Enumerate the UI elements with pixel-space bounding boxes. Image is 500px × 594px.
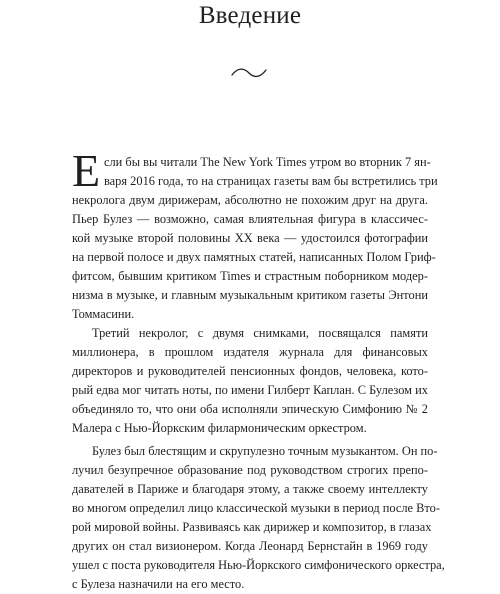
text-line: миллионера, в прошлом издателя журнала для финансовых (72, 345, 428, 359)
text-line: на первой полосе и двух памятных статей, написанных Полом Гриф- (72, 250, 436, 264)
text-line: лучил безупречное образование под руководством строгих препо- (72, 463, 428, 477)
text-line: рой мировой войны. Развиваясь как дирижер и композитор, в глазах (72, 520, 432, 534)
text-line: Булез был блестящим и скрупулезно точным музыкантом. Он по- (92, 444, 438, 458)
drop-cap: Е (72, 145, 101, 196)
paragraph-2 (72, 324, 428, 438)
text-line: сли бы вы читали The New York Times утром во вторник 7 ян- (104, 155, 431, 169)
text-line: ушел с поста руководителя Нью-Йоркского симфонического оркестра, (72, 558, 445, 572)
text-line: низма в музыке, и главным музыкальным критиком газеты Энтони (72, 288, 428, 302)
text-line: директоров и руководителей пенсионных фондов, человека, кото- (72, 364, 428, 378)
text-line: с Булеза назначили на его место. (72, 577, 245, 591)
paragraph-1-dropcap-lines (104, 153, 438, 191)
text-line: кой музыке второй половины XX века — удостоился фотографии (72, 231, 428, 245)
text-line: рый едва мог читать ноты, по имени Гилберт Каплан. С Булезом их (72, 383, 428, 397)
text-line: Малера с Нью-Йоркским филармоническим оркестром. (72, 421, 367, 435)
text-line: варя 2016 года, то на страницах газеты вам бы встретились три (104, 174, 438, 188)
chapter-title: Введение (198, 2, 302, 29)
paragraph-3 (72, 442, 445, 594)
text-line: во многом определил лицо классической музыки в период после Вто- (72, 501, 440, 515)
swash-ornament-icon (230, 66, 268, 80)
text-line: некролога двум дирижерам, абсолютно не похожим друг на друга. (72, 193, 428, 207)
text-line: Томмасини. (72, 307, 135, 321)
text-line: объединяло то, что они оба исполняли эпическую Симфонию № 2 (72, 402, 428, 416)
text-line: Пьер Булез — возможно, самая влиятельная фигура в классичес- (72, 212, 428, 226)
text-line: давателей в Париже и благодаря этому, а также своему интеллекту (72, 482, 428, 496)
text-line: Третий некролог, с двумя снимками, посвящался памяти (92, 326, 428, 340)
paragraph-1 (72, 191, 436, 324)
text-line: фитсом, бывшим критиком Times и страстным поборником модер- (72, 269, 428, 283)
text-line: других он стал визионером. Когда Леонард Бернстайн в 1969 году (72, 539, 428, 553)
